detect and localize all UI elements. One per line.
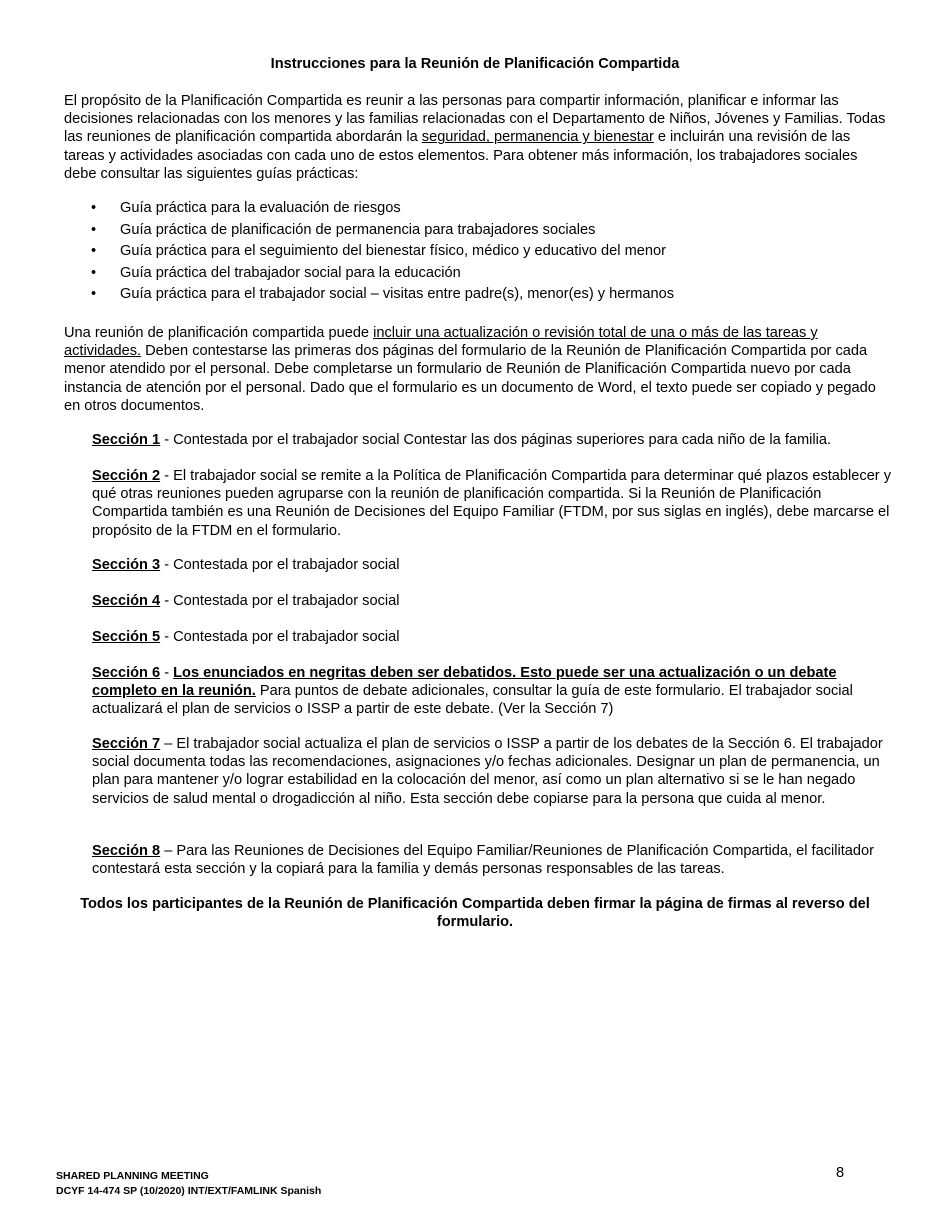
section-label: Sección 2	[92, 468, 161, 484]
section-text: Para las Reuniones de Decisiones del Equipo Familiar/Reuniones de Planificación Compartida, el facilitador contestará esta sección y la copiará para la familia y demás personas responsables de las tareas.	[92, 843, 875, 878]
practice-guides-list	[64, 199, 892, 307]
intro-underlined-text: seguridad, permanencia y bienestar	[421, 129, 654, 146]
list-item-text: Guía práctica de planificación de permanencia para trabajadores sociales	[120, 221, 596, 238]
section-8	[92, 842, 892, 878]
list-item	[64, 264, 892, 286]
section-6	[92, 664, 892, 719]
section-label: Sección 8	[92, 843, 161, 859]
list-item	[64, 242, 892, 264]
section-3	[92, 556, 892, 574]
footer-form-id: DCYF 14-474 SP (10/2020) INT/EXT/FAMLINK Spanish	[56, 1184, 322, 1197]
section-text: Contestada por el trabajador social	[173, 629, 400, 645]
section-bold-text: Los enunciados en negritas deben ser debatidos. Esto puede ser una actualización o un debate completo en la reunión.	[92, 665, 837, 700]
section-separator: -	[160, 557, 174, 573]
bullet-icon: •	[91, 200, 97, 216]
section-separator: -	[160, 629, 174, 645]
planning-paragraph	[64, 324, 892, 415]
section-label: Sección 6	[92, 665, 161, 681]
section-separator: -	[160, 468, 174, 484]
section-4	[92, 592, 892, 610]
section-text: El trabajador social actualiza el plan de servicios o ISSP a partir de los debates de la Sección 6. El trabajador social documenta todas las recomendaciones, asignaciones y/o fechas adicionales. Designar un plan de permanencia, un plan para mantener y/o lograr estabilidad en la colocación del menor, así como un plan alternativo si se le han negado servicios de salud mental o drogadicción al niño. Esta sección debe copiarse para la persona que cuida al menor.	[92, 736, 883, 807]
list-item-text: Guía práctica para el trabajador social – visitas entre padre(s), menor(es) y hermanos	[120, 286, 674, 303]
section-separator: –	[160, 736, 177, 752]
planning-text-2: Deben contestarse las primeras dos páginas del formulario de la Reunión de Planificación Compartida por cada menor atendido por el personal. Debe completarse un formulario de Reunión de Planificación Compartida nuevo por cada instancia de atención por el personal. Dado que el formulario es un documento de Word, el texto puede ser copiado y pegado en otros documentos.	[64, 343, 876, 414]
intro-paragraph	[64, 92, 892, 183]
list-item	[64, 221, 892, 243]
section-label: Sección 7	[92, 736, 161, 752]
section-label: Sección 3	[92, 557, 161, 573]
footer	[56, 1169, 321, 1198]
section-text: Contestada por el trabajador social Contestar las dos páginas superiores para cada niño de la familia.	[173, 432, 832, 448]
section-separator: -	[160, 593, 174, 609]
section-2	[92, 467, 892, 540]
page-title: Instrucciones para la Reunión de Planificación Compartida	[270, 56, 680, 72]
section-7	[92, 735, 892, 808]
bullet-icon: •	[91, 243, 97, 260]
section-5	[92, 628, 892, 646]
section-label: Sección 5	[92, 629, 161, 645]
planning-text-1: Una reunión de planificación compartida puede	[64, 325, 374, 341]
bullet-icon: •	[91, 264, 97, 281]
list-item	[64, 199, 892, 221]
section-1	[92, 431, 892, 449]
list-item-text: Guía práctica del trabajador social para la educación	[120, 264, 461, 281]
section-separator: –	[160, 843, 177, 859]
section-text: Para puntos de debate adicionales, consultar la guía de este formulario. El trabajador social actualizará el plan de servicios o ISSP a partir de este debate. (Ver la Sección 7)	[92, 683, 853, 718]
closing-statement: Todos los participantes de la Reunión de Planificación Compartida deben firmar la página de firmas al reverso del formulario.	[80, 896, 870, 931]
section-text: Contestada por el trabajador social	[173, 557, 400, 573]
page-number: 8	[836, 1165, 845, 1181]
section-text: Contestada por el trabajador social	[173, 593, 400, 609]
footer-form-title: SHARED PLANNING MEETING	[56, 1170, 209, 1182]
section-label: Sección 4	[92, 593, 161, 609]
bullet-icon: •	[91, 221, 97, 238]
planning-underlined-text: incluir una actualización o revisión total de una o más de las tareas y actividades.	[64, 325, 818, 360]
section-text: El trabajador social se remite a la Política de Planificación Compartida para determinar qué plazos establecer y qué otras reuniones pueden agruparse con la reunión de planificación compartida. Si la Reunión de Planificación Compartida también es una Reunión de Decisiones del Equipo Familiar (FTDM, por sus siglas en inglés), debe marcarse el propósito de la FTDM en el formulario.	[92, 468, 892, 539]
section-separator: -	[160, 665, 174, 681]
list-item-text: Guía práctica para el seguimiento del bienestar físico, médico y educativo del menor	[120, 243, 666, 260]
intro-text-2: e incluirán una revisión de las tareas y actividades asociadas con cada uno de estos elementos. Para obtener más información, los trabajadores sociales debe consultar las siguientes guías prácticas:	[64, 129, 858, 182]
bullet-icon: •	[91, 286, 97, 303]
list-item	[64, 285, 892, 307]
intro-text-1: El propósito de la Planificación Compartida es reunir a las personas para compartir información, planificar e informar las decisiones relacionadas con los menores y las familias relacionadas con el Departamento de Niños, Jóvenes y Familias. Todas las reuniones de planificación compartida abordarán la	[64, 93, 886, 146]
section-label: Sección 1	[92, 432, 161, 448]
section-separator: -	[160, 432, 174, 448]
list-item-text: Guía práctica para la evaluación de riesgos	[120, 200, 401, 216]
